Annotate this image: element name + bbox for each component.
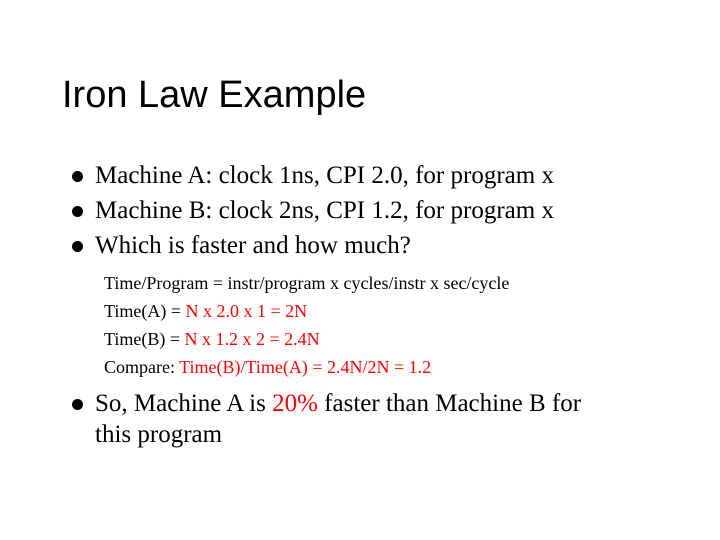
time-a-label: Time(A) = [104, 301, 186, 321]
sub-formula: Time/Program = instr/program x cycles/instr x sec/cycle [104, 273, 510, 293]
sub-time-b [104, 328, 320, 350]
conclusion-highlight: 20% [272, 390, 318, 417]
conclusion-after: faster than Machine B for [317, 390, 582, 417]
compare-label: Compare: [104, 357, 180, 377]
bullet-dot-icon [72, 206, 83, 217]
bullet-text: Machine B: clock 2ns, CPI 1.2, for program x [95, 197, 554, 224]
sub-compare [104, 356, 431, 378]
conclusion-line-2: this program [95, 421, 223, 448]
compare-value: Time(B)/Time(A) = 2.4N/2N = 1.2 [179, 357, 432, 377]
slide-title: Iron Law Example [62, 74, 367, 116]
conclusion-text [95, 389, 581, 419]
sub-time-a [104, 300, 307, 322]
bullet-dot-icon [72, 399, 83, 410]
time-b-value: N x 1.2 x 2 = 2.4N [184, 329, 320, 349]
time-b-label: Time(B) = [104, 329, 185, 349]
bullet-dot-icon [72, 171, 83, 182]
time-a-value: N x 2.0 x 1 = 2N [185, 301, 308, 321]
bullet-dot-icon [72, 241, 83, 252]
conclusion-before: So, Machine A is [95, 390, 273, 417]
bullet-text: Which is faster and how much? [95, 232, 411, 259]
bullet-text: Machine A: clock 1ns, CPI 2.0, for program x [95, 162, 554, 189]
